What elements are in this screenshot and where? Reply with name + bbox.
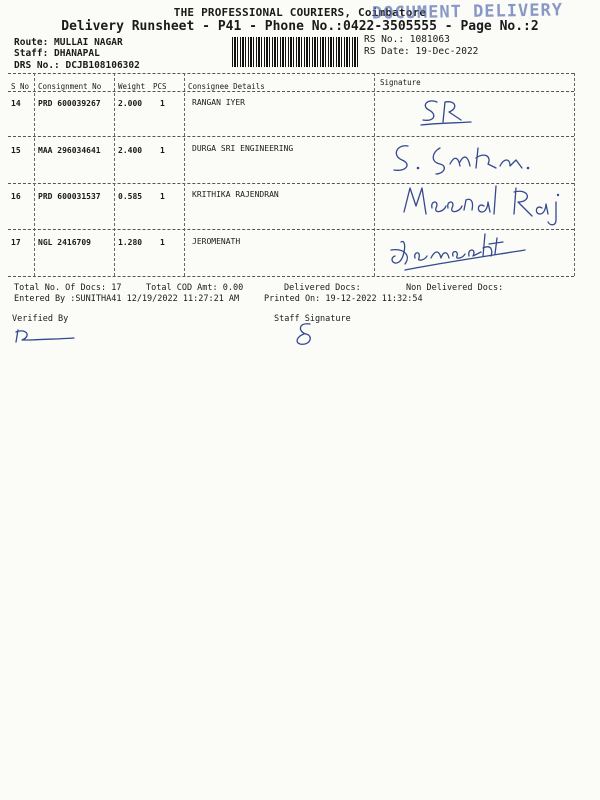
signature-saravanan (388, 138, 548, 178)
row-weight: 1.280 (118, 238, 143, 247)
verifier-initial (12, 326, 82, 346)
col-weight: Weight (118, 82, 146, 91)
verified-by-label: Verified By (12, 314, 69, 324)
row-consignee: RANGAN IYER (192, 98, 245, 107)
row-divider (8, 136, 574, 137)
row-weight: 2.400 (118, 146, 143, 155)
staff-signature-label: Staff Signature (274, 314, 351, 324)
row-sno: 14 (11, 99, 21, 108)
col-consignee: Consignee Details (188, 82, 265, 91)
signature-sr (415, 96, 475, 130)
col-pcs: PCS (153, 82, 167, 91)
row-sno: 17 (11, 238, 21, 247)
staff-signature-mark (290, 318, 320, 348)
signature-meenal-raj (400, 180, 580, 230)
non-delivered-docs: Non Delivered Docs: (406, 283, 504, 293)
delivered-docs: Delivered Docs: (284, 283, 361, 293)
row-pcs: 1 (160, 192, 165, 201)
column-rule (184, 73, 185, 276)
total-docs: Total No. Of Docs: 17 (14, 283, 122, 293)
column-rule (374, 73, 375, 276)
row-consignment: MAA 296034641 (38, 146, 101, 155)
row-pcs: 1 (160, 99, 165, 108)
rs-date: RS Date: 19-Dec-2022 (364, 46, 479, 57)
row-weight: 2.000 (118, 99, 143, 108)
entered-by: Entered By :SUNITHA41 12/19/2022 11:27:21 AM (14, 294, 240, 304)
document-delivery-stamp: DOCUMENT DELIVERY (371, 0, 564, 24)
company-title: THE PROFESSIONAL COURIERS, Coimbatore (173, 6, 427, 19)
drs-number: DRS No.: DCJB108106302 (14, 60, 140, 71)
table-header-rule (8, 91, 574, 92)
route-label: Route: MULLAI NAGAR (14, 37, 123, 48)
column-rule (114, 73, 115, 276)
row-pcs: 1 (160, 146, 165, 155)
table-top-rule (8, 73, 574, 74)
column-rule (574, 73, 575, 276)
table-bottom-rule (8, 276, 574, 277)
total-cod: Total COD Amt: 0.00 (146, 283, 244, 293)
col-consignment: Consignment No (38, 82, 102, 91)
row-sno: 16 (11, 192, 21, 201)
row-consignment: NGL 2416709 (38, 238, 91, 247)
row-weight: 0.585 (118, 192, 143, 201)
row-consignee: DURGA SRI ENGINEERING (192, 144, 294, 153)
col-sno: S No (11, 82, 30, 91)
row-consignee: KRITHIKA RAJENDRAN (192, 190, 279, 199)
runsheet-title: Delivery Runsheet - P41 - Phone No.:0422-3505555 - Page No.:2 (61, 19, 539, 34)
row-sno: 15 (11, 146, 21, 155)
staff-label: Staff: DHANAPAL (14, 48, 100, 59)
barcode (232, 37, 358, 67)
signature-jeromenath (385, 228, 535, 276)
column-rule (34, 73, 35, 276)
row-consignment: PRD 600031537 (38, 192, 101, 201)
rs-number: RS No.: 1081063 (364, 34, 450, 45)
printed-on: Printed On: 19-12-2022 11:32:54 (264, 294, 423, 304)
row-consignee: JEROMENATH (192, 237, 241, 246)
row-consignment: PRD 600039267 (38, 99, 101, 108)
col-signature: Signature (380, 78, 421, 87)
row-pcs: 1 (160, 238, 165, 247)
